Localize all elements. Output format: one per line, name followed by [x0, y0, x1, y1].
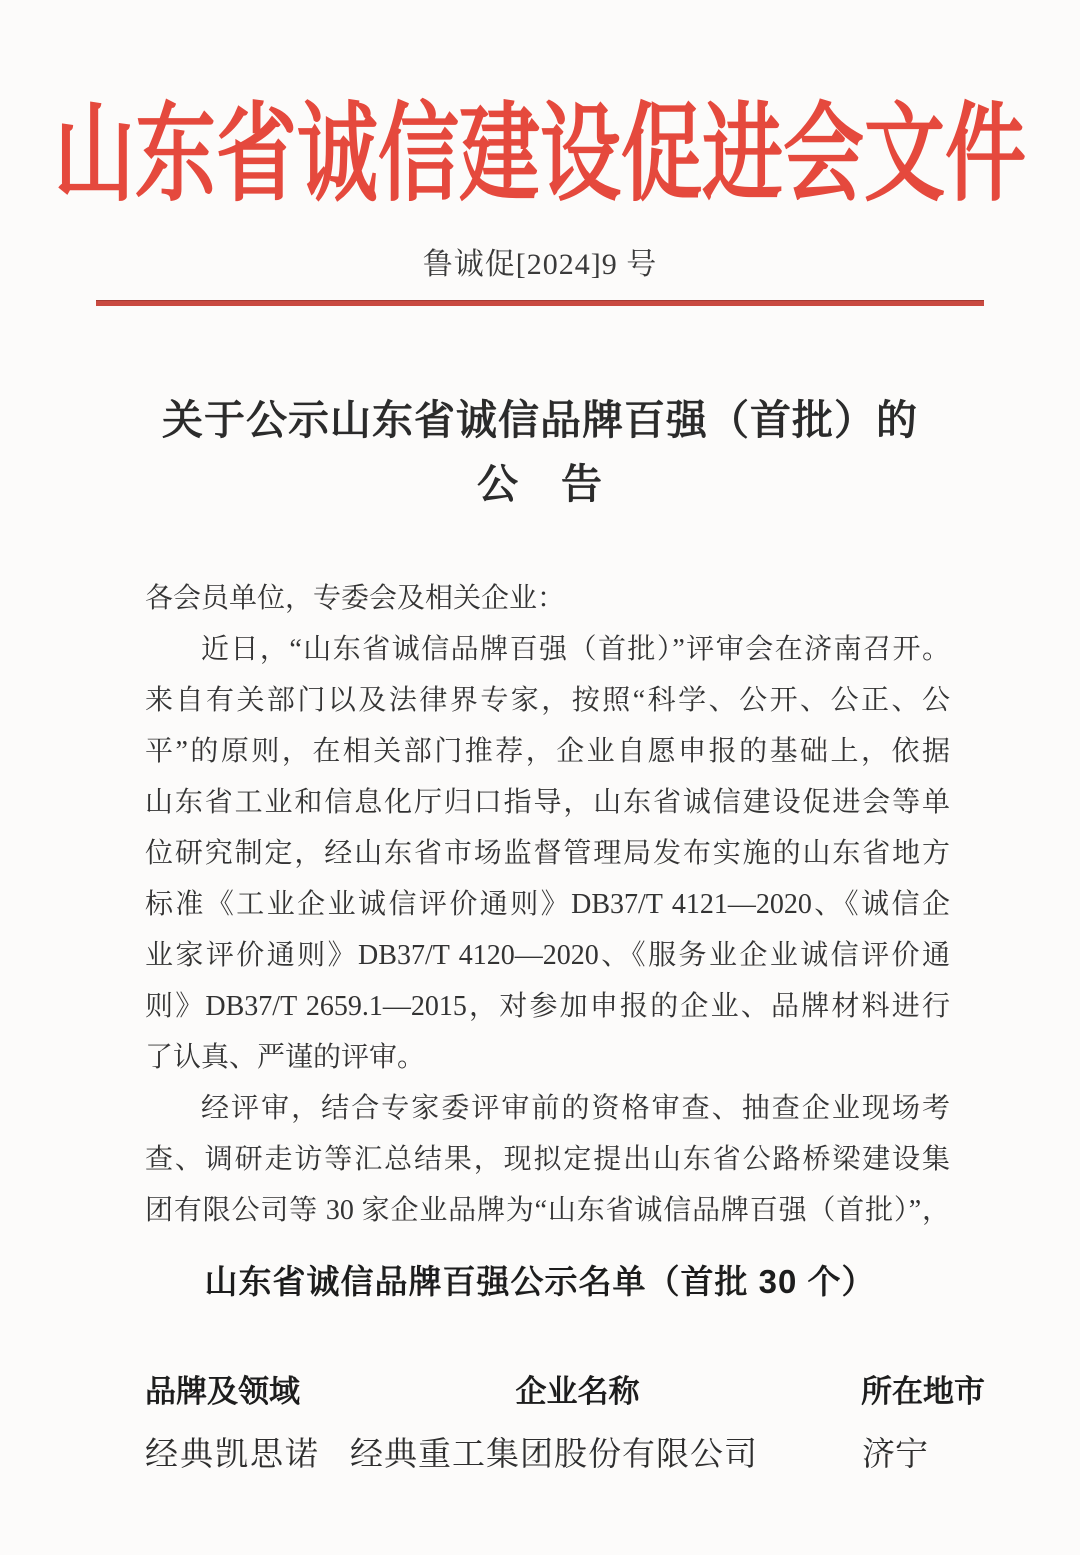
body-line: 位研究制定，经山东省市场监督管理局发布实施的山东省地方	[145, 838, 950, 869]
body-line: 各会员单位，专委会及相关企业：	[145, 583, 566, 614]
roster-list-title: 山东省诚信品牌百强公示名单（首批 30 个）	[204, 1263, 876, 1300]
body-line: 经评审，结合专家委评审前的资格审查、抽查企业现场考	[201, 1093, 950, 1124]
body-line: 了认真、严谨的评审。	[145, 1042, 426, 1073]
roster-column-header: 所在地市	[861, 1374, 985, 1409]
body-line: 标准《工业企业诚信评价通则》DB37/T 4121—2020、《诚信企	[145, 889, 950, 920]
roster-column-header: 企业名称	[515, 1374, 640, 1409]
body-line: 业家评价通则》DB37/T 4120—2020、《服务业企业诚信评价通	[145, 940, 950, 971]
roster-cell: 济宁	[862, 1437, 928, 1473]
roster-header-row	[145, 1370, 985, 1414]
roster-cell: 经典重工集团股份有限公司	[350, 1437, 758, 1473]
body-line: 平”的原则，在相关部门推荐，企业自愿申报的基础上，依据	[145, 736, 950, 767]
document-title	[0, 388, 1080, 516]
roster-table-row	[145, 1433, 985, 1477]
document-title-line2: 公 告	[477, 461, 603, 507]
roster-cell: 经典凯思诺	[145, 1437, 320, 1473]
document-title-line1: 关于公示山东省诚信品牌百强（首批）的	[162, 397, 918, 443]
document-number: 鲁诚促[2024]9 号	[422, 248, 658, 281]
body-line: 山东省工业和信息化厅归口指导，山东省诚信建设促进会等单	[145, 787, 950, 818]
letterhead-title: 山东省诚信建设促进会文件	[53, 95, 1026, 215]
body-line: 查、调研走访等汇总结果，现拟定提出山东省公路桥梁建设集	[145, 1144, 950, 1175]
body-line: 则》DB37/T 2659.1—2015，对参加申报的企业、品牌材料进行	[145, 991, 950, 1022]
body-lines	[145, 573, 950, 1236]
body-line: 团有限公司等 30 家企业品牌为“山东省诚信品牌百强（首批）”，	[145, 1195, 950, 1226]
body-line: 来自有关部门以及法律界专家，按照“科学、公开、公正、公	[145, 685, 950, 716]
body-line: 近日，“山东省诚信品牌百强（首批）”评审会在济南召开。	[201, 634, 950, 665]
roster-column-header: 品牌及领域	[145, 1374, 300, 1409]
roster-data-rows	[145, 1433, 985, 1477]
red-divider-rule	[96, 300, 984, 306]
roster-table	[145, 1370, 985, 1477]
